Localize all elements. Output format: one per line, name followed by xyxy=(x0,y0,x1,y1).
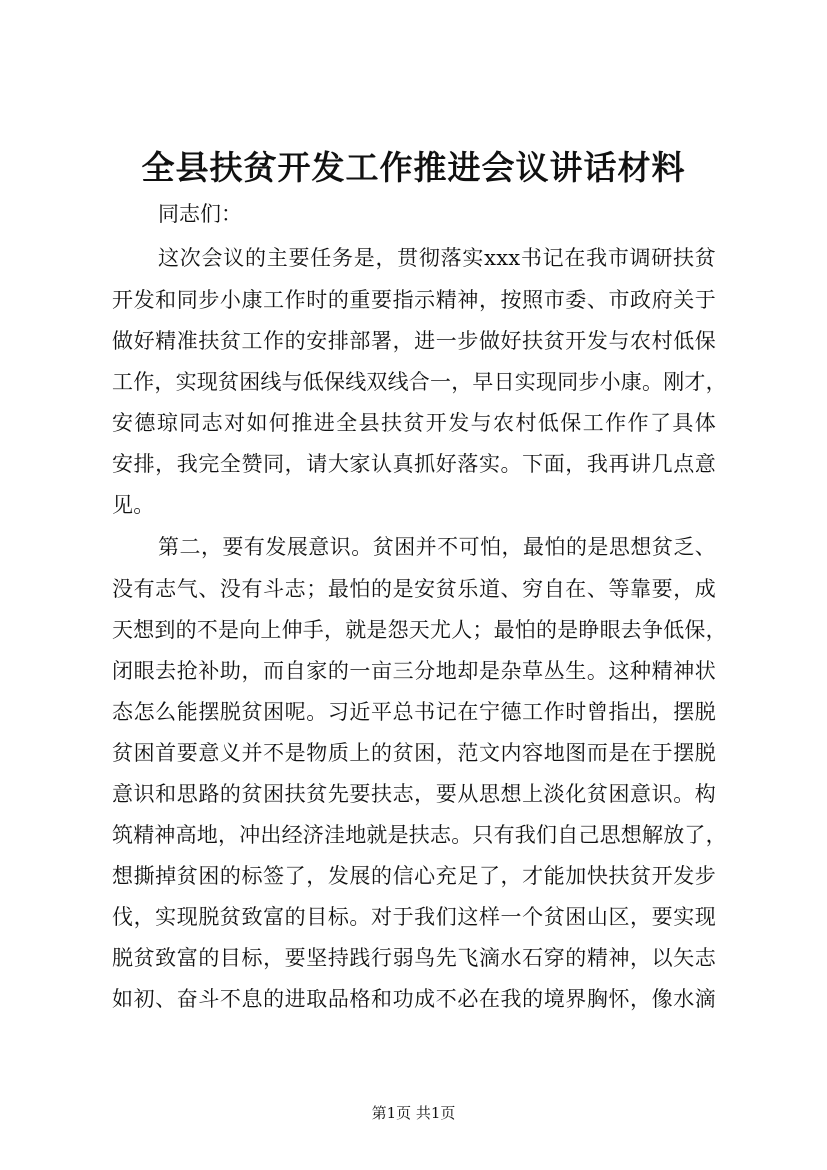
paragraph-1-line: 安德琼同志对如何推进全县扶贫开发与农村低保工作作了具体 xyxy=(112,411,716,435)
paragraph-1-line: 这次会议的主要任务是，贯彻落实xxx书记在我市调研扶贫 xyxy=(158,246,716,270)
paragraph-2-line: 脱贫致富的目标，要坚持践行弱鸟先飞滴水石穿的精神，以矢志 xyxy=(112,946,716,970)
paragraph-2-line: 态怎么能摆脱贫困呢。习近平总书记在宁德工作时曾指出，摆脱 xyxy=(112,700,716,724)
paragraph-2-line: 如初、奋斗不息的进取品格和功成不必在我的境界胸怀，像水滴 xyxy=(112,987,716,1011)
paragraph-2-line: 贫困首要意义并不是物质上的贫困，范文内容地图而是在于摆脱 xyxy=(112,741,716,765)
paragraph-2-line: 筑精神高地，冲出经济洼地就是扶志。只有我们自己思想解放了， xyxy=(112,823,727,847)
paragraph-1-line: 见。 xyxy=(112,493,155,517)
paragraph-2-line: 天想到的不是向上伸手，就是怨天尤人；最怕的是睁眼去争低保， xyxy=(112,618,727,642)
paragraph-1-line: 开发和同步小康工作时的重要指示精神，按照市委、市政府关于 xyxy=(112,288,716,312)
salutation: 同志们： xyxy=(158,202,242,226)
paragraph-2-line: 意识和思路的贫困扶贫先要扶志，要从思想上淡化贫困意识。构 xyxy=(112,782,716,806)
paragraph-2-line: 想撕掉贫困的标签了，发展的信心充足了，才能加快扶贫开发步 xyxy=(112,864,716,888)
paragraph-2-line: 第二，要有发展意识。贫困并不可怕，最怕的是思想贫乏、 xyxy=(158,535,716,559)
paragraph-2-line: 闭眼去抢补助，而自家的一亩三分地却是杂草丛生。这种精神状 xyxy=(112,659,716,683)
page-number: 第1页 共1页 xyxy=(371,1104,456,1122)
paragraph-2-line: 没有志气、没有斗志；最怕的是安贫乐道、穷自在、等靠要，成 xyxy=(112,577,716,601)
paragraph-1-line: 安排，我完全赞同，请大家认真抓好落实。下面，我再讲几点意 xyxy=(112,452,716,476)
paragraph-1-line: 工作，实现贫困线与低保线双线合一，早日实现同步小康。刚才， xyxy=(112,370,727,394)
paragraph-2-line: 伐，实现脱贫致富的目标。对于我们这样一个贫困山区，要实现 xyxy=(112,905,716,929)
paragraph-1-line: 做好精准扶贫工作的安排部署，进一步做好扶贫开发与农村低保 xyxy=(112,329,716,353)
document-title: 全县扶贫开发工作推进会议讲话材料 xyxy=(141,148,686,187)
